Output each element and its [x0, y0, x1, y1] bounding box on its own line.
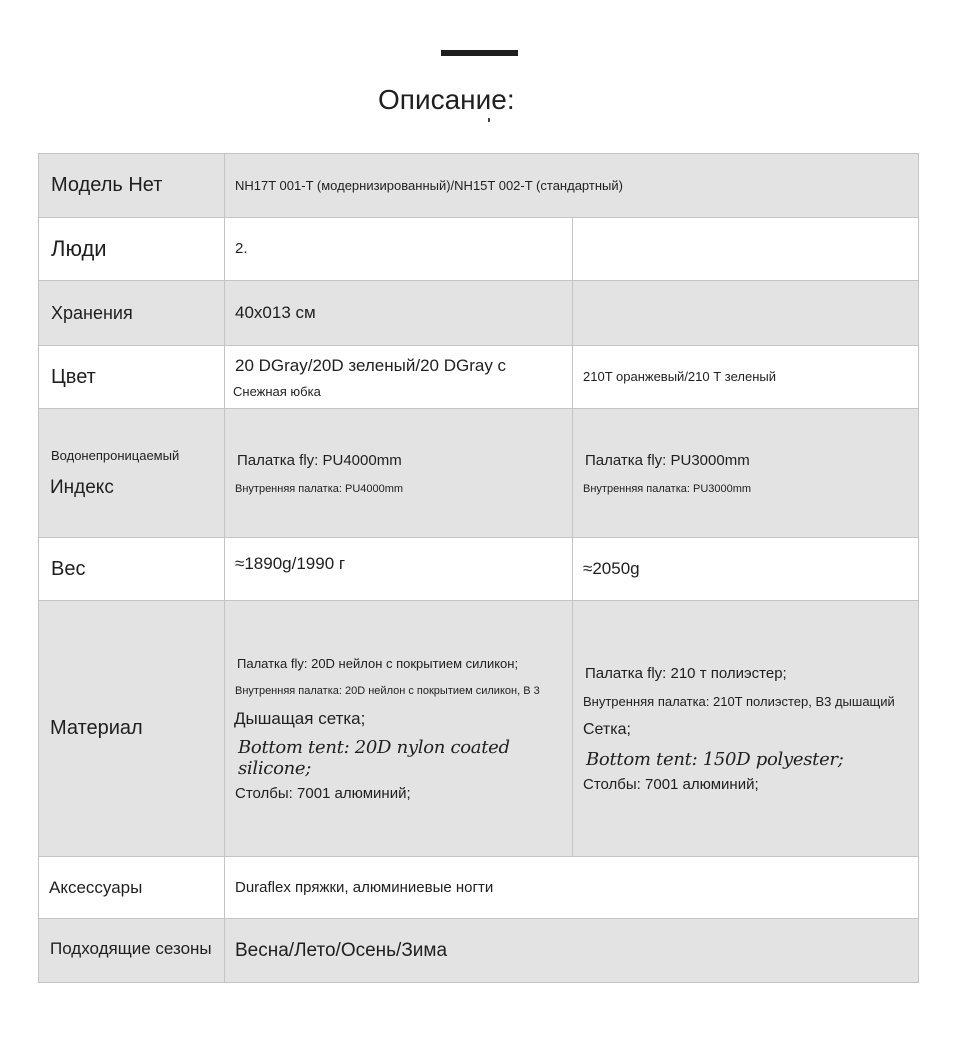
- table-row-storage: [39, 281, 919, 346]
- label-cell: [39, 919, 225, 983]
- label-cell: [39, 281, 225, 346]
- people-value-b: [573, 240, 583, 257]
- value-cell: [225, 154, 919, 218]
- material-value-a-line5: Столбы: 7001 алюминий;: [235, 784, 411, 802]
- value-cell-a: [225, 346, 573, 409]
- storage-value-b: [573, 304, 583, 321]
- row-label-material: Материал: [50, 717, 143, 739]
- value-cell-b: [573, 601, 919, 857]
- value-cell-a: [225, 281, 573, 346]
- label-cell: [39, 538, 225, 601]
- accessories-value: Duraflex пряжки, алюминиевые ногти: [235, 878, 494, 896]
- color-value-a-line2: Снежная юбка: [233, 383, 321, 399]
- table-row-waterproof: [39, 409, 919, 538]
- material-value-b-line3: Сетка;: [583, 720, 631, 738]
- waterproof-value-b-line2: Внутренняя палатка: PU3000mm: [583, 482, 752, 495]
- row-label-model: Модель Нет: [51, 174, 163, 196]
- row-label-storage: Хранения: [51, 302, 133, 323]
- table-row-seasons: [39, 919, 919, 983]
- material-value-b-line1: Палатка fly: 210 т полиэстер;: [585, 664, 787, 682]
- value-cell-a: [225, 218, 573, 281]
- row-label-seasons: Подходящие сезоны: [50, 939, 212, 958]
- row-label-waterproof-line1: Водонепроницаемый: [51, 447, 180, 463]
- spec-table: [38, 153, 919, 983]
- row-label-waterproof-line2: Индекс: [50, 476, 114, 498]
- value-cell-b: [573, 538, 919, 601]
- label-cell: [39, 218, 225, 281]
- page-title: Описание:: [378, 84, 515, 115]
- waterproof-value-b-line1: Палатка fly: PU3000mm: [585, 451, 750, 469]
- value-cell-b: [573, 218, 919, 281]
- row-label-people: Люди: [51, 236, 107, 261]
- waterproof-value-a-line1: Палатка fly: PU4000mm: [237, 451, 402, 469]
- row-label-weight: Вес: [51, 557, 86, 580]
- weight-value-a: ≈1890g/1990 г: [235, 554, 346, 573]
- value-cell-a: [225, 601, 573, 857]
- label-cell: [39, 857, 225, 919]
- value-cell-b: [573, 346, 919, 409]
- row-label-color: Цвет: [51, 365, 96, 388]
- waterproof-value-a-line2: Внутренняя палатка: PU4000mm: [235, 482, 404, 495]
- value-cell-a: [225, 538, 573, 601]
- storage-value-a: 40x013 см: [235, 303, 316, 322]
- value-cell-a: [225, 409, 573, 538]
- value-cell: [225, 919, 919, 983]
- material-value-b-line4: Bottom tent: 150D polyester;: [586, 748, 844, 770]
- weight-value-b: ≈2050g: [583, 559, 640, 578]
- table-row-weight: [39, 538, 919, 601]
- material-value-a-line2: Внутренняя палатка: 20D нейлон с покрытием силикон, B 3: [235, 684, 540, 697]
- label-cell: [39, 346, 225, 409]
- people-value-a: 2.: [235, 240, 248, 257]
- value-cell: [225, 857, 919, 919]
- table-row-color: [39, 346, 919, 409]
- label-cell: [39, 409, 225, 538]
- title-accent-bar: [441, 50, 518, 56]
- label-cell: [39, 154, 225, 218]
- label-cell: [39, 601, 225, 857]
- value-cell-b: [573, 409, 919, 538]
- material-value-b-line2: Внутренняя палатка: 210T полиэстер, B3 дышащий: [583, 693, 895, 709]
- table-row-model: [39, 154, 919, 218]
- table-row-material: [39, 601, 919, 857]
- color-value-a-line1: 20 DGray/20D зеленый/20 DGray с: [235, 355, 507, 375]
- title-tick-mark: [488, 118, 490, 122]
- table-row-people: [39, 218, 919, 281]
- material-value-b-line5: Столбы: 7001 алюминий;: [583, 775, 759, 793]
- row-label-accessories: Аксессуары: [49, 877, 143, 897]
- seasons-value: Весна/Лето/Осень/Зима: [235, 939, 448, 961]
- material-value-a-line1: Палатка fly: 20D нейлон с покрытием силикон;: [237, 655, 519, 671]
- color-value-b: 210T оранжевый/210 Т зеленый: [583, 369, 776, 384]
- value-cell-b: [573, 281, 919, 346]
- material-value-a-line4: Bottom tent: 20D nylon coated silicone;: [238, 736, 510, 779]
- material-value-a-line3: Дышащая сетка;: [234, 708, 366, 728]
- table-row-accessories: [39, 857, 919, 919]
- model-value: NH17T 001-T (модернизированный)/NH15T 002-T (стандартный): [235, 177, 623, 193]
